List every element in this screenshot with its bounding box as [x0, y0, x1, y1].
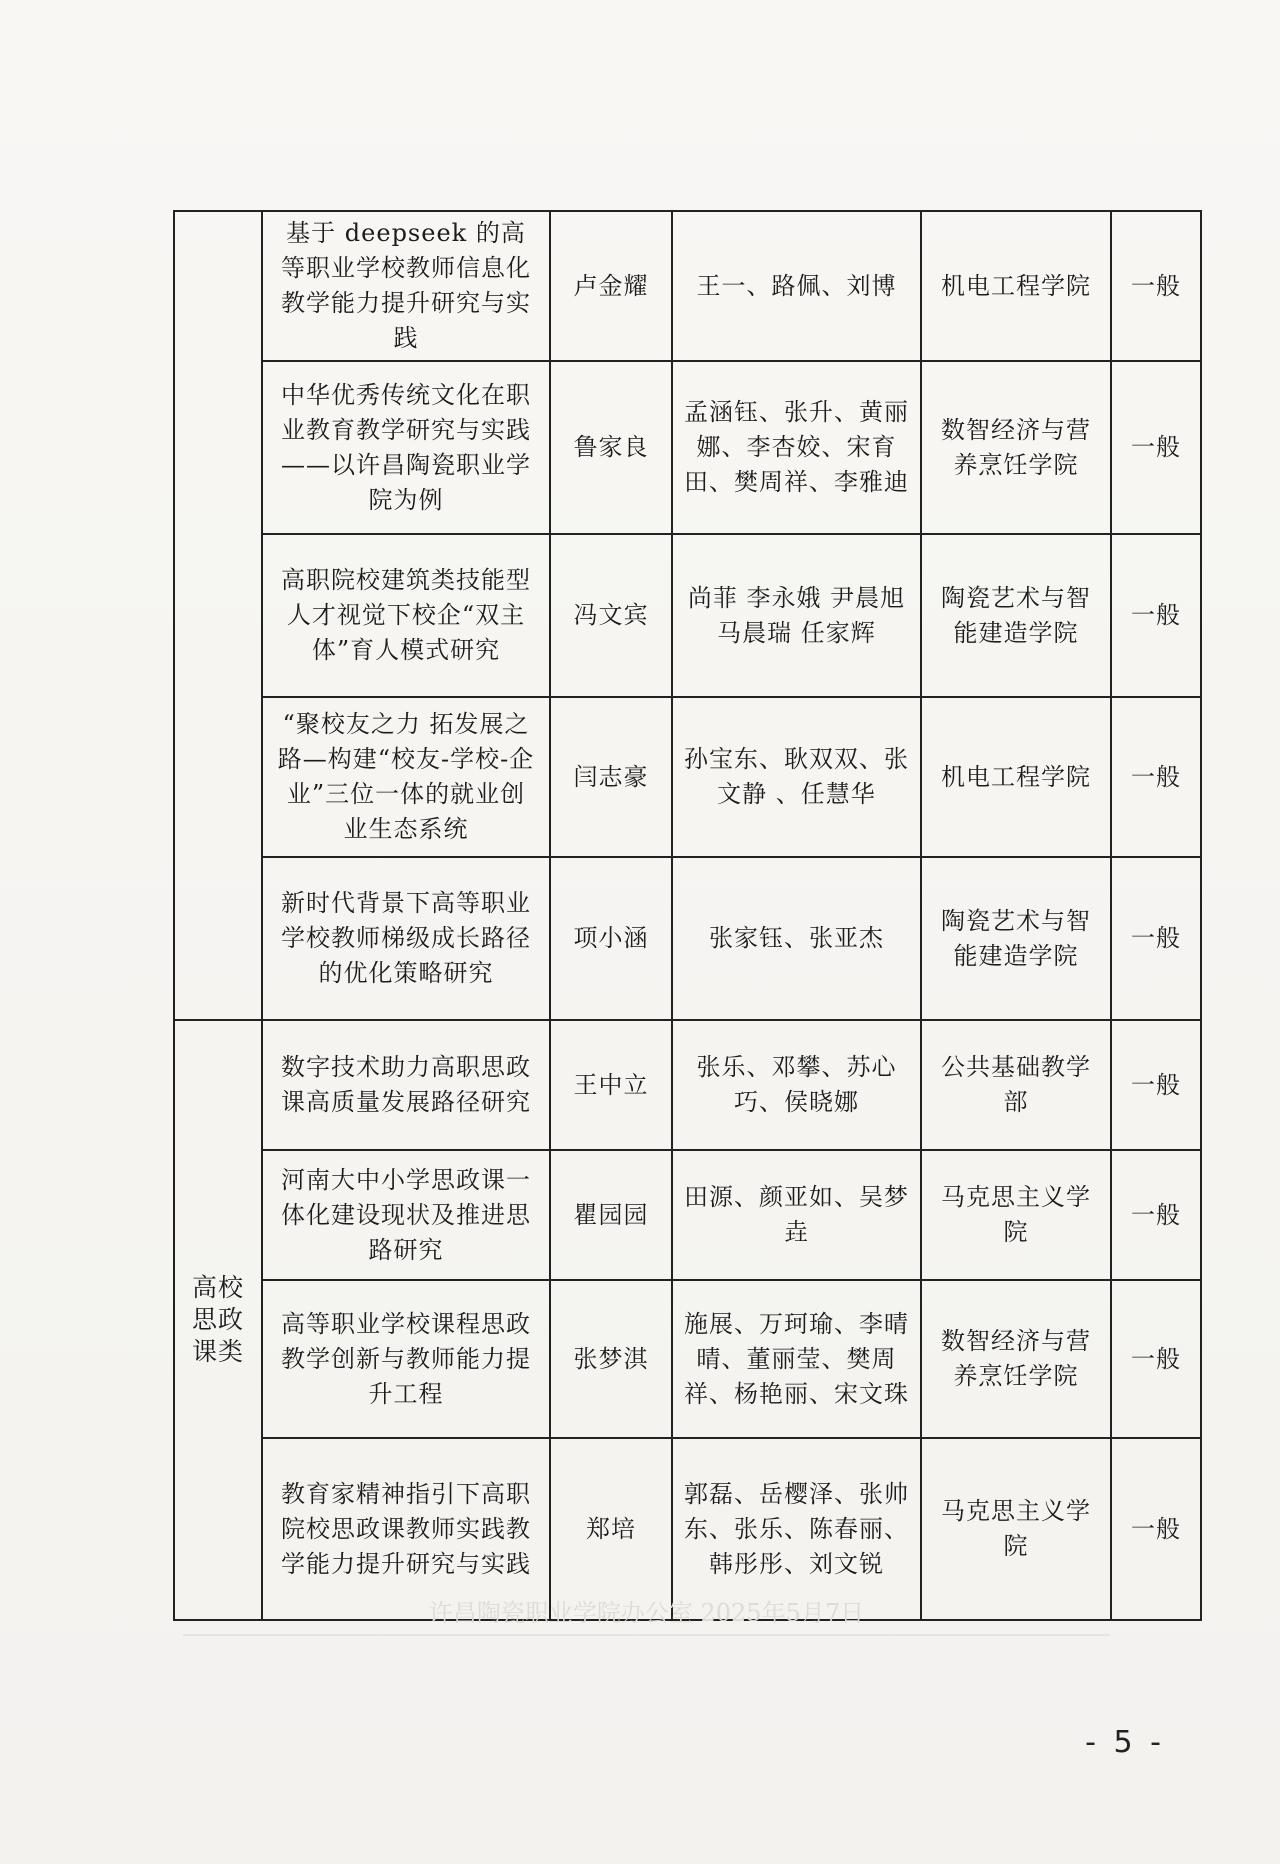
project-department: 机电工程学院: [921, 211, 1111, 361]
project-leader: 郑培: [550, 1438, 672, 1620]
project-members: 施展、万珂瑜、李晴晴、董丽莹、樊周祥、杨艳丽、宋文珠: [672, 1280, 921, 1438]
table-row: [174, 697, 1201, 857]
project-title: 高职院校建筑类技能型人才视觉下校企“双主体”育人模式研究: [262, 534, 550, 697]
project-table: [173, 210, 1202, 1621]
project-title: 河南大中小学思政课一体化建设现状及推进思路研究: [262, 1150, 550, 1280]
table-row: [174, 1020, 1201, 1150]
project-level: 一般: [1111, 211, 1201, 361]
project-leader: 冯文宾: [550, 534, 672, 697]
project-title: 新时代背景下高等职业学校教师梯级成长路径的优化策略研究: [262, 857, 550, 1020]
project-level: 一般: [1111, 857, 1201, 1020]
project-department: 公共基础教学部: [921, 1020, 1111, 1150]
project-leader: 瞿园园: [550, 1150, 672, 1280]
project-leader: 王中立: [550, 1020, 672, 1150]
page-number: - 5 -: [1085, 1725, 1165, 1760]
project-leader: 闫志豪: [550, 697, 672, 857]
table-row: [174, 1150, 1201, 1280]
project-department: 数智经济与营养烹饪学院: [921, 361, 1111, 534]
project-members: 郭磊、岳樱泽、张帅东、张乐、陈春丽、韩彤彤、刘文锐: [672, 1438, 921, 1620]
table-row: [174, 1438, 1201, 1620]
project-leader: 卢金耀: [550, 211, 672, 361]
project-members: 田源、颜亚如、吴梦垚: [672, 1150, 921, 1280]
project-title: 中华优秀传统文化在职业教育教学研究与实践——以许昌陶瓷职业学院为例: [262, 361, 550, 534]
project-title: 教育家精神指引下高职院校思政课教师实践教学能力提升研究与实践: [262, 1438, 550, 1620]
project-title: 数字技术助力高职思政课高质量发展路径研究: [262, 1020, 550, 1150]
project-leader: 鲁家良: [550, 361, 672, 534]
project-members: 张乐、邓攀、苏心巧、侯晓娜: [672, 1020, 921, 1150]
project-leader: 项小涵: [550, 857, 672, 1020]
project-members: 王一、路佩、刘博: [672, 211, 921, 361]
project-level: 一般: [1111, 1150, 1201, 1280]
project-leader: 张梦淇: [550, 1280, 672, 1438]
table-row: [174, 211, 1201, 361]
project-level: 一般: [1111, 697, 1201, 857]
project-members: 张家钰、张亚杰: [672, 857, 921, 1020]
project-members: 孟涵钰、张升、黄丽娜、李杏姣、宋育田、樊周祥、李雅迪: [672, 361, 921, 534]
project-title: 基于 deepseek 的高等职业学校教师信息化教学能力提升研究与实践: [262, 211, 550, 361]
project-level: 一般: [1111, 1438, 1201, 1620]
project-title: “聚校友之力 拓发展之路—构建“校友-学校-企业”三位一体的就业创业生态系统: [262, 697, 550, 857]
category-cell: [174, 211, 262, 1020]
table-row: [174, 361, 1201, 534]
project-members: 尚菲 李永娥 尹晨旭 马晨瑞 任家辉: [672, 534, 921, 697]
project-department: 陶瓷艺术与智能建造学院: [921, 534, 1111, 697]
table-row: [174, 534, 1201, 697]
project-members: 孙宝东、耿双双、张文静 、任慧华: [672, 697, 921, 857]
project-level: 一般: [1111, 1020, 1201, 1150]
project-department: 数智经济与营养烹饪学院: [921, 1280, 1111, 1438]
project-department: 陶瓷艺术与智能建造学院: [921, 857, 1111, 1020]
project-level: 一般: [1111, 534, 1201, 697]
table-row: [174, 1280, 1201, 1438]
category-cell: 高校思政课类: [174, 1020, 262, 1620]
project-level: 一般: [1111, 361, 1201, 534]
project-department: 机电工程学院: [921, 697, 1111, 857]
bleed-through-footer: 许昌陶瓷职业学院办公室 2025年5月7日: [183, 1594, 1110, 1636]
project-title: 高等职业学校课程思政教学创新与教师能力提升工程: [262, 1280, 550, 1438]
table-row: [174, 857, 1201, 1020]
project-level: 一般: [1111, 1280, 1201, 1438]
project-department: 马克思主义学院: [921, 1438, 1111, 1620]
project-department: 马克思主义学院: [921, 1150, 1111, 1280]
